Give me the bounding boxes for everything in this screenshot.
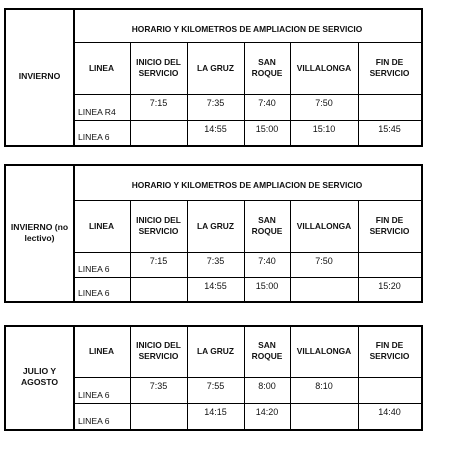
la-gruz-time-cell: 14:15 — [204, 407, 227, 417]
start-time-cell: 7:35 — [149, 381, 168, 391]
header-san-roque: SAN ROQUE — [251, 57, 283, 78]
villalonga-time-cell: 8:10 — [315, 381, 333, 391]
data-row-border — [73, 403, 421, 404]
header-linea: LINEA — [88, 62, 115, 73]
header-linea: LINEA — [88, 220, 115, 231]
season-label: INVIERNO — [18, 71, 61, 81]
la-gruz-time-cell: 7:35 — [206, 256, 225, 266]
block-bottom-border — [4, 301, 423, 303]
season-label: JULIO Y AGOSTO — [20, 366, 59, 387]
header-fin-de-servicio: FIN DE SERVICIO — [369, 340, 410, 361]
villalonga-time-cell: 7:50 — [315, 256, 333, 266]
block-bottom-border — [4, 429, 423, 431]
header-row-border — [73, 377, 421, 378]
section-title: HORARIO Y KILOMETROS DE AMPLIACION DE SERVICIO — [131, 180, 363, 190]
san-roque-time-cell: 14:20 — [255, 407, 279, 417]
la-gruz-time-cell: 14:55 — [204, 124, 227, 134]
header-inicio-del-servicio: INICIO DEL SERVICIO — [136, 340, 181, 361]
la-gruz-time-cell: 14:55 — [204, 281, 227, 291]
section-title: HORARIO Y KILOMETROS DE AMPLIACION DE SERVICIO — [131, 24, 363, 34]
column-border — [130, 200, 131, 301]
villalonga-time-cell: 15:10 — [312, 124, 336, 134]
fin-time-cell: 15:20 — [378, 281, 401, 291]
san-roque-time-cell: 7:40 — [258, 98, 276, 108]
block-right-border — [421, 164, 423, 303]
fin-time-cell: 14:40 — [378, 407, 401, 417]
san-roque-time-cell: 15:00 — [255, 124, 279, 134]
header-fin-de-servicio: FIN DE SERVICIO — [369, 215, 410, 236]
line-name-cell: LINEA 6 — [78, 264, 110, 274]
header-row-border — [73, 252, 421, 253]
header-san-roque: SAN ROQUE — [251, 340, 283, 361]
block-bottom-border — [4, 145, 423, 147]
data-row-border — [73, 120, 421, 121]
line-name-cell: LINEA R4 — [78, 107, 116, 117]
season-label: INVIERNO (no lectivo) — [10, 221, 69, 243]
start-time-cell: 7:15 — [149, 98, 168, 108]
line-name-cell: LINEA 6 — [78, 416, 110, 426]
line-name-cell: LINEA 6 — [78, 390, 110, 400]
header-la-gruz: LA GRUZ — [197, 62, 234, 73]
header-la-gruz: LA GRUZ — [197, 220, 234, 231]
header-villalonga: VILLALONGA — [296, 220, 352, 231]
data-row-border — [73, 277, 421, 278]
villalonga-time-cell: 7:50 — [315, 98, 333, 108]
column-border — [130, 325, 131, 429]
header-inicio-del-servicio: INICIO DEL SERVICIO — [136, 215, 181, 236]
header-san-roque: SAN ROQUE — [251, 215, 283, 236]
title-row-border — [73, 200, 421, 201]
block-right-border — [421, 8, 423, 147]
start-time-cell: 7:15 — [149, 256, 168, 266]
block-right-border — [421, 325, 423, 431]
header-fin-de-servicio: FIN DE SERVICIO — [369, 57, 410, 78]
la-gruz-time-cell: 7:35 — [206, 98, 225, 108]
header-villalonga: VILLALONGA — [296, 62, 352, 73]
title-row-border — [73, 42, 421, 43]
header-villalonga: VILLALONGA — [296, 345, 352, 356]
column-border — [290, 325, 291, 429]
header-linea: LINEA — [88, 345, 115, 356]
san-roque-time-cell: 15:00 — [255, 281, 279, 291]
fin-time-cell: 15:45 — [378, 124, 401, 134]
header-la-gruz: LA GRUZ — [197, 345, 234, 356]
column-border — [290, 200, 291, 301]
line-name-cell: LINEA 6 — [78, 288, 110, 298]
san-roque-time-cell: 7:40 — [258, 256, 276, 266]
line-name-cell: LINEA 6 — [78, 132, 110, 142]
header-inicio-del-servicio: INICIO DEL SERVICIO — [136, 57, 181, 78]
la-gruz-time-cell: 7:55 — [206, 381, 225, 391]
column-border — [130, 42, 131, 145]
header-row-border — [73, 94, 421, 95]
san-roque-time-cell: 8:00 — [258, 381, 276, 391]
